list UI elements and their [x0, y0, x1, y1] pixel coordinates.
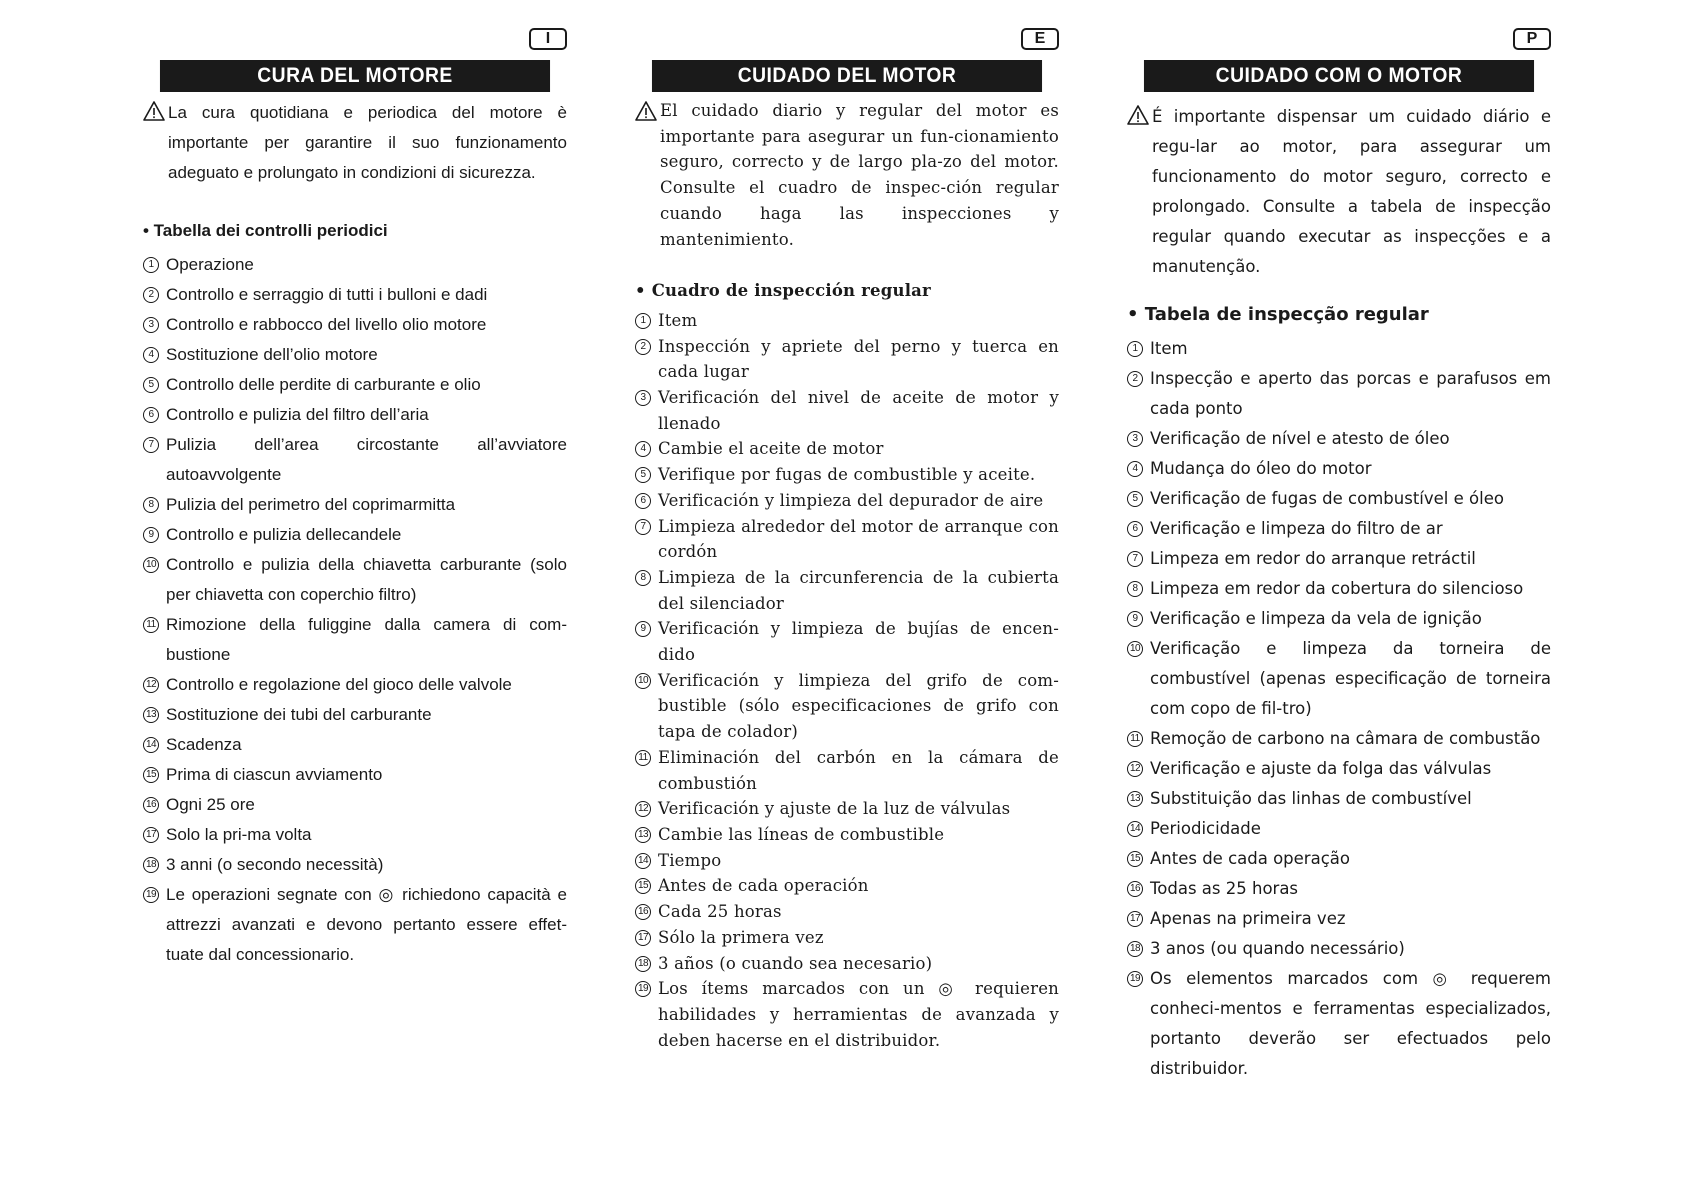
circled-number-icon: [635, 745, 658, 796]
legend-item: [635, 308, 1059, 334]
circled-number-icon: [143, 520, 166, 550]
legend-item: [1127, 844, 1551, 874]
item-text: Verificação e limpeza da torneira de combustível (apenas especificação de torneira com copo de fil-tro): [1150, 639, 1551, 718]
legend-item: [143, 790, 567, 820]
item-text: Todas as 25 horas: [1150, 879, 1299, 898]
legend-item: [1127, 784, 1551, 814]
item-number: 8: [635, 570, 651, 586]
legend-item: [635, 565, 1059, 616]
circled-number-icon: [635, 848, 658, 874]
item-text: Tiempo: [658, 850, 722, 870]
circled-number-icon: [143, 310, 166, 340]
circled-number-icon: [143, 820, 166, 850]
item-number: 19: [143, 887, 159, 903]
warning-intro: [635, 98, 1059, 252]
legend-item: [143, 400, 567, 430]
circled-number-icon: [635, 565, 658, 616]
item-number: 3: [635, 390, 651, 406]
intro-text: É importante dispensar um cuidado diário e regu-lar ao motor, para assegurar um funcionamento do motor seguro, correcto e prolongado. Consulte a tabela de inspecção regular quando executar as inspecções e a manutenção.: [1152, 107, 1551, 276]
item-text: 3 anos (ou quando necessário): [1150, 939, 1405, 958]
item-text: Cambie las líneas de combustible: [658, 824, 945, 844]
language-badge: I: [529, 28, 567, 50]
circled-number-icon: [143, 730, 166, 760]
item-number: 18: [635, 956, 651, 972]
item-text: Prima di ciascun avviamento: [166, 765, 383, 784]
item-number: 1: [1127, 341, 1143, 357]
legend-item: [635, 334, 1059, 385]
circled-number-icon: [635, 925, 658, 951]
legend-item: [143, 610, 567, 670]
legend-item: [635, 745, 1059, 796]
item-number: 8: [143, 497, 159, 513]
item-number: 3: [1127, 431, 1143, 447]
table-subheading: • Cuadro de inspección regular: [635, 281, 931, 301]
legend-item: [1127, 334, 1551, 364]
item-text: Pulizia dell’area circostante all’avviatore autoavvolgente: [166, 435, 567, 484]
legend-item: [635, 873, 1059, 899]
item-text: Solo la pri-ma volta: [166, 825, 312, 844]
item-text: Verificación del nivel de aceite de motor y llenado: [658, 388, 1059, 433]
legend-item: [635, 822, 1059, 848]
circled-number-icon: [1127, 934, 1150, 964]
item-number: 11: [635, 750, 651, 766]
item-number: 6: [143, 407, 159, 423]
item-text: Los ítems marcados con un ◎ requieren habilidades y herramientas de avanzada y deben hacerse en el distribuidor.: [658, 979, 1059, 1050]
circled-number-icon: [143, 670, 166, 700]
item-text: Verifique por fugas de combustible y aceite.: [658, 465, 1036, 485]
item-text: Substituição das linhas de combustível: [1150, 789, 1472, 808]
item-number: 15: [1127, 851, 1143, 867]
circled-number-icon: [143, 610, 166, 670]
legend-item: [143, 850, 567, 880]
legend-list: [1127, 334, 1551, 1084]
warning-icon: [635, 100, 660, 124]
legend-item: [635, 616, 1059, 667]
circled-number-icon: [1127, 574, 1150, 604]
item-text: Verificação e ajuste da folga das válvulas: [1150, 759, 1492, 778]
item-number: 7: [1127, 551, 1143, 567]
legend-item: [143, 280, 567, 310]
item-text: Inspección y apriete del perno y tuerca en cada lugar: [658, 336, 1059, 382]
legend-item: [635, 899, 1059, 925]
item-number: 10: [143, 557, 159, 573]
circled-number-icon: [635, 899, 658, 925]
item-number: 15: [635, 878, 651, 894]
item-number: 17: [635, 930, 651, 946]
item-text: Verificación y ajuste de la luz de válvulas: [658, 799, 1011, 819]
table-subheading: • Tabella dei controlli periodici: [143, 221, 388, 240]
circled-number-icon: [1127, 964, 1150, 1084]
warning-intro: [143, 98, 567, 188]
item-number: 11: [1127, 731, 1143, 747]
intro-text: La cura quotidiana e periodica del motore è importante per garantire il suo funzionamento adeguato e prolungato in condizioni di sicurezza.: [168, 103, 567, 182]
legend-item: [635, 514, 1059, 565]
item-text: 3 años (o cuando sea necesario): [658, 953, 933, 973]
legend-item: [143, 370, 567, 400]
legend-list: [143, 250, 567, 970]
item-text: Pulizia del perimetro del coprimarmitta: [166, 495, 456, 514]
legend-item: [1127, 544, 1551, 574]
item-number: 5: [143, 377, 159, 393]
item-text: 3 anni (o secondo necessità): [166, 855, 384, 874]
circled-number-icon: [143, 280, 166, 310]
warning-icon: [143, 100, 168, 124]
legend-item: [1127, 604, 1551, 634]
item-number: 2: [635, 339, 651, 355]
legend-item: [635, 848, 1059, 874]
section-title: CURA DEL MOTORE: [160, 60, 550, 92]
circled-number-icon: [143, 430, 166, 490]
legend-item: [1127, 484, 1551, 514]
legend-item: [143, 880, 567, 970]
item-text: Verificação de fugas de combustível e óleo: [1150, 489, 1504, 508]
legend-item: [635, 385, 1059, 436]
circled-number-icon: [143, 490, 166, 520]
item-number: 1: [143, 257, 159, 273]
item-number: 12: [635, 801, 651, 817]
circled-number-icon: [635, 436, 658, 462]
circled-number-icon: [635, 514, 658, 565]
item-number: 14: [1127, 821, 1143, 837]
item-number: 9: [143, 527, 159, 543]
item-number: 16: [635, 904, 651, 920]
circled-number-icon: [1127, 904, 1150, 934]
legend-item: [635, 436, 1059, 462]
item-text: Verificación y limpieza del depurador de aire: [658, 490, 1044, 510]
column-portuguese: [1127, 28, 1551, 1084]
legend-item: [143, 670, 567, 700]
item-number: 18: [1127, 941, 1143, 957]
item-text: Antes de cada operación: [658, 876, 869, 896]
item-text: Rimozione della fuliggine dalla camera di com-bustione: [166, 615, 567, 664]
item-number: 5: [1127, 491, 1143, 507]
item-number: 1: [635, 313, 651, 329]
legend-item: [143, 310, 567, 340]
circled-number-icon: [635, 334, 658, 385]
item-text: Os elementos marcados com ◎ requerem conheci-mentos e ferramentas especializados, portanto deverão ser efectuados pelo distribuidor.: [1150, 969, 1551, 1078]
item-text: Controllo e pulizia della chiavetta carburante (solo per chiavetta con coperchio filtro): [166, 555, 567, 604]
circled-number-icon: [635, 385, 658, 436]
legend-item: [143, 550, 567, 610]
language-badge: P: [1513, 28, 1551, 50]
circled-number-icon: [635, 462, 658, 488]
item-text: Verificação e limpeza da vela de ignição: [1150, 609, 1482, 628]
item-number: 3: [143, 317, 159, 333]
circled-number-icon: [143, 760, 166, 790]
item-text: Apenas na primeira vez: [1150, 909, 1346, 928]
legend-item: [635, 951, 1059, 977]
circled-number-icon: [635, 616, 658, 667]
item-text: Mudança do óleo do motor: [1150, 459, 1372, 478]
legend-item: [635, 976, 1059, 1053]
item-number: 17: [143, 827, 159, 843]
legend-item: [143, 700, 567, 730]
legend-item: [635, 488, 1059, 514]
section-title: CUIDADO DEL MOTOR: [652, 60, 1042, 92]
circled-number-icon: [1127, 634, 1150, 724]
legend-item: [143, 430, 567, 490]
item-text: Remoção de carbono na câmara de combustão: [1150, 729, 1541, 748]
item-text: Controllo e rabbocco del livello olio motore: [166, 315, 487, 334]
item-number: 10: [1127, 641, 1143, 657]
item-number: 15: [143, 767, 159, 783]
legend-item: [635, 925, 1059, 951]
legend-item: [1127, 754, 1551, 784]
circled-number-icon: [143, 790, 166, 820]
circled-number-icon: [143, 880, 166, 970]
item-text: Cada 25 horas: [658, 902, 782, 922]
circled-number-icon: [1127, 784, 1150, 814]
circled-number-icon: [635, 308, 658, 334]
circled-number-icon: [1127, 514, 1150, 544]
table-subheading: • Tabela de inspecção regular: [1127, 304, 1429, 325]
circled-number-icon: [143, 850, 166, 880]
item-number: 18: [143, 857, 159, 873]
legend-item: [635, 462, 1059, 488]
circled-number-icon: [635, 873, 658, 899]
legend-item: [635, 796, 1059, 822]
item-text: Sostituzione dei tubi del carburante: [166, 705, 432, 724]
item-text: Antes de cada operação: [1150, 849, 1350, 868]
circled-number-icon: [1127, 484, 1150, 514]
circled-number-icon: [1127, 604, 1150, 634]
circled-number-icon: [635, 796, 658, 822]
item-number: 12: [1127, 761, 1143, 777]
circled-number-icon: [635, 488, 658, 514]
item-number: 16: [1127, 881, 1143, 897]
item-text: Le operazioni segnate con ◎ richiedono capacità e attrezzi avanzati e devono pertanto essere effet-tuate dal concessionario.: [166, 885, 567, 964]
item-number: 11: [143, 617, 159, 633]
item-text: Verificación y limpieza de bujías de encen-dido: [658, 619, 1059, 665]
item-number: 13: [1127, 791, 1143, 807]
item-number: 2: [143, 287, 159, 303]
circled-number-icon: [1127, 874, 1150, 904]
circled-number-icon: [143, 250, 166, 280]
item-number: 19: [635, 981, 651, 997]
item-text: Verificación y limpieza del grifo de com-bustible (sólo especificaciones de grifo con tapa de colador): [658, 670, 1059, 742]
circled-number-icon: [635, 822, 658, 848]
item-number: 10: [635, 673, 651, 689]
warning-icon: [1127, 104, 1152, 128]
legend-item: [1127, 454, 1551, 484]
legend-item: [1127, 934, 1551, 964]
item-text: Verificação de nível e atesto de óleo: [1150, 429, 1450, 448]
item-text: Eliminación del carbón en la cámara de combustión: [658, 747, 1059, 793]
legend-item: [143, 490, 567, 520]
intro-text: El cuidado diario y regular del motor es importante para asegurar un fun-cionamiento seguro, correcto y de largo pla-zo del motor. Consulte el cuadro de inspec-ción regular cuando haga las inspecciones y mantenimiento.: [660, 101, 1059, 249]
item-number: 6: [635, 493, 651, 509]
item-number: 7: [635, 519, 651, 535]
item-number: 14: [143, 737, 159, 753]
column-spanish: [635, 28, 1059, 1053]
circled-number-icon: [1127, 364, 1150, 424]
legend-item: [143, 250, 567, 280]
item-number: 4: [1127, 461, 1143, 477]
circled-number-icon: [635, 951, 658, 977]
item-text: Periodicidade: [1150, 819, 1261, 838]
legend-item: [1127, 574, 1551, 604]
circled-number-icon: [143, 700, 166, 730]
legend-item: [1127, 874, 1551, 904]
item-number: 19: [1127, 971, 1143, 987]
item-text: Cambie el aceite de motor: [658, 439, 884, 459]
item-number: 14: [635, 853, 651, 869]
item-text: Limpeza em redor da cobertura do silencioso: [1150, 579, 1524, 598]
language-badge: E: [1021, 28, 1059, 50]
circled-number-icon: [1127, 424, 1150, 454]
legend-list: [635, 308, 1059, 1053]
circled-number-icon: [1127, 814, 1150, 844]
legend-item: [143, 820, 567, 850]
circled-number-icon: [143, 550, 166, 610]
item-text: Sólo la primera vez: [658, 927, 824, 947]
item-number: 16: [143, 797, 159, 813]
item-text: Inspecção e aperto das porcas e parafusos em cada ponto: [1150, 369, 1551, 418]
item-text: Limpeza em redor do arranque retráctil: [1150, 549, 1476, 568]
circled-number-icon: [1127, 844, 1150, 874]
item-number: 17: [1127, 911, 1143, 927]
circled-number-icon: [1127, 454, 1150, 484]
item-text: Limpieza de la circunferencia de la cubierta del silenciador: [658, 567, 1059, 613]
circled-number-icon: [1127, 754, 1150, 784]
item-number: 5: [635, 467, 651, 483]
legend-item: [143, 340, 567, 370]
item-text: Controllo e pulizia dellecandele: [166, 525, 402, 544]
legend-item: [635, 668, 1059, 745]
item-number: 8: [1127, 581, 1143, 597]
item-number: 9: [1127, 611, 1143, 627]
item-number: 2: [1127, 371, 1143, 387]
legend-item: [1127, 364, 1551, 424]
legend-item: [1127, 514, 1551, 544]
circled-number-icon: [635, 976, 658, 1053]
item-number: 4: [143, 347, 159, 363]
legend-item: [143, 760, 567, 790]
item-text: Limpieza alrededor del motor de arranque con cordón: [658, 516, 1059, 562]
item-number: 13: [635, 827, 651, 843]
item-number: 7: [143, 437, 159, 453]
legend-item: [1127, 814, 1551, 844]
circled-number-icon: [1127, 544, 1150, 574]
item-number: 13: [143, 707, 159, 723]
item-text: Operazione: [166, 255, 254, 274]
legend-item: [143, 520, 567, 550]
legend-item: [1127, 724, 1551, 754]
item-text: Item: [658, 310, 698, 330]
item-text: Controllo e serraggio di tutti i bulloni e dadi: [166, 285, 488, 304]
circled-number-icon: [143, 370, 166, 400]
item-text: Controllo e pulizia del filtro dell’aria: [166, 405, 429, 424]
column-italian: [143, 28, 567, 970]
item-text: Verificação e limpeza do filtro de ar: [1150, 519, 1443, 538]
warning-intro: [1127, 102, 1551, 282]
item-text: Item: [1150, 339, 1188, 358]
legend-item: [1127, 904, 1551, 934]
item-text: Controllo e regolazione del gioco delle valvole: [166, 675, 512, 694]
legend-item: [1127, 424, 1551, 454]
circled-number-icon: [1127, 724, 1150, 754]
item-number: 12: [143, 677, 159, 693]
item-text: Sostituzione dell’olio motore: [166, 345, 378, 364]
legend-item: [143, 730, 567, 760]
item-text: Controllo delle perdite di carburante e olio: [166, 375, 481, 394]
item-number: 4: [635, 441, 651, 457]
item-number: 9: [635, 621, 651, 637]
circled-number-icon: [143, 340, 166, 370]
item-number: 6: [1127, 521, 1143, 537]
circled-number-icon: [635, 668, 658, 745]
legend-item: [1127, 634, 1551, 724]
legend-item: [1127, 964, 1551, 1084]
circled-number-icon: [1127, 334, 1150, 364]
circled-number-icon: [143, 400, 166, 430]
item-text: Scadenza: [166, 735, 242, 754]
section-title: CUIDADO COM O MOTOR: [1144, 60, 1534, 92]
item-text: Ogni 25 ore: [166, 795, 255, 814]
